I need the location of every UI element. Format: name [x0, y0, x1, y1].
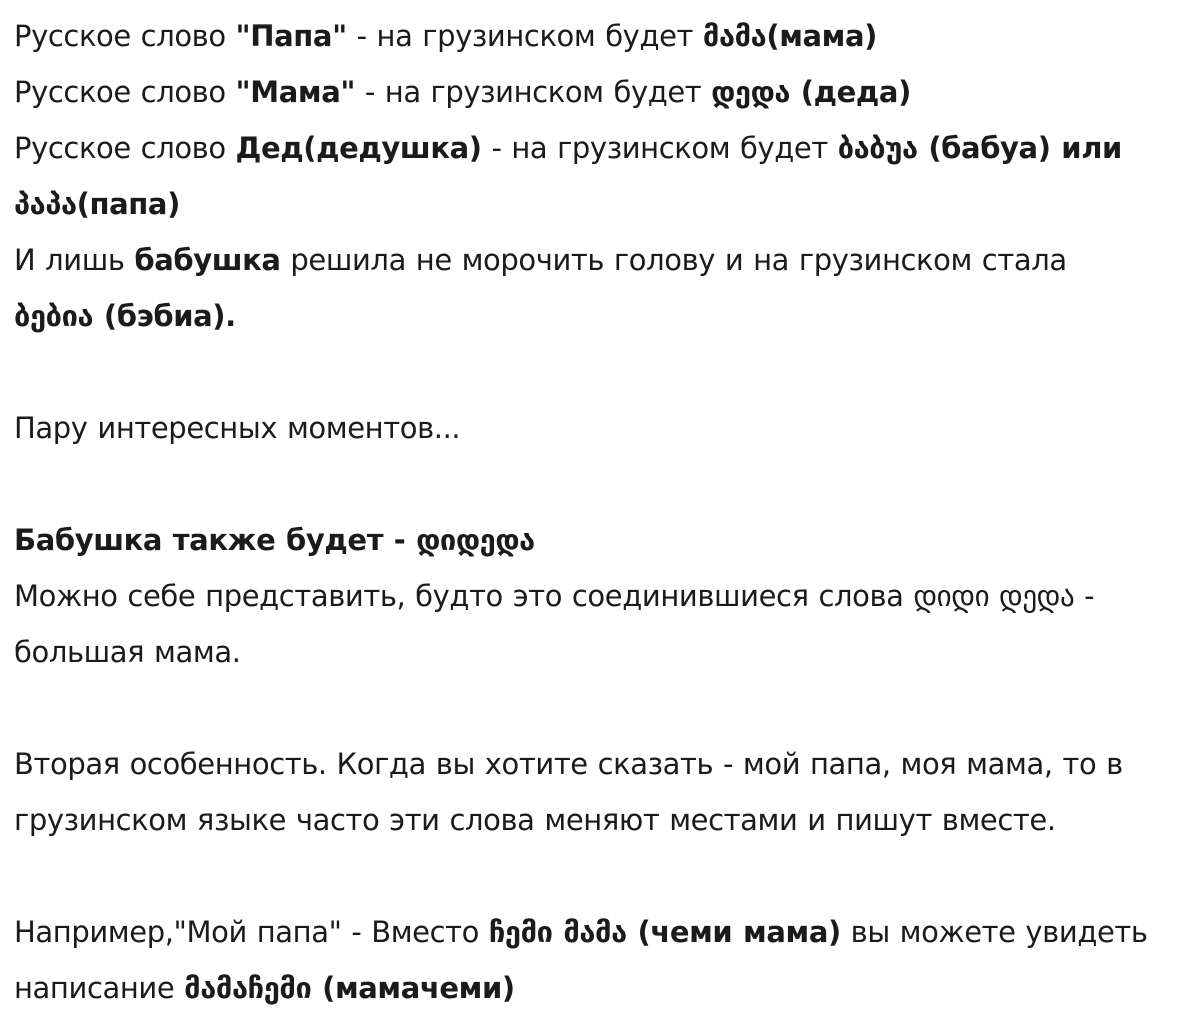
bold-word-ded: Дед(дедушка) [235, 131, 482, 165]
line-babushka [14, 243, 1067, 333]
text-segment: Можно себе представить, будто это соединившиеся слова დიდი დედა - большая мама. [14, 579, 1095, 669]
paragraph-second-feature: Вторая особенность. Когда вы хотите сказать - мой папа, моя мама, то в грузинском языке часто эти слова меняют местами и пишут вместе. [14, 747, 1123, 837]
bold-word-mama: "Мама" [235, 75, 356, 109]
text-segment: решила не морочить голову и на грузинском стала [280, 243, 1067, 277]
text-segment: . [225, 299, 236, 333]
bold-georgian-babua: ბაბუა (бабуа) или [837, 131, 1122, 165]
line-ded [14, 131, 1122, 221]
bold-word-papa: "Папа" [235, 19, 347, 53]
bold-word-babushka: бабушка [134, 243, 281, 277]
article-body [14, 8, 1204, 1016]
paragraph-translations [14, 8, 1204, 344]
text-segment: вы можете увидеть написание [14, 915, 1148, 1005]
paragraph-intro-moments: Пару интересных моментов... [14, 411, 461, 445]
line-mama [14, 75, 911, 109]
bold-georgian-deda: დედა (деда) [711, 75, 911, 109]
bold-georgian-mamachemi: მამაჩემი (мамачеми) [184, 971, 515, 1005]
bold-georgian-papa: პაპა(папа) [14, 187, 180, 221]
text-segment: - на грузинском будет [355, 75, 712, 109]
bold-georgian-chemi-mama: ჩემი მამა (чеми мама) [488, 915, 841, 949]
bold-heading-didideda: Бабушка также будет - დიდედა [14, 523, 535, 557]
text-segment: - на грузинском будет [346, 19, 703, 53]
line-papa [14, 19, 877, 53]
paragraph-didi-deda [14, 512, 1204, 680]
bold-georgian-mama: მამა(мама) [702, 19, 877, 53]
text-segment: Русское слово [14, 131, 236, 165]
text-segment: Например,"Мой папа" - Вместо [14, 915, 489, 949]
text-segment: Русское слово [14, 75, 236, 109]
paragraph-example [14, 904, 1204, 1016]
text-segment: Русское слово [14, 19, 236, 53]
text-segment: - на грузинском будет [481, 131, 838, 165]
bold-georgian-bebia: ბებია (бэбиа) [14, 299, 226, 333]
text-segment: И лишь [14, 243, 135, 277]
